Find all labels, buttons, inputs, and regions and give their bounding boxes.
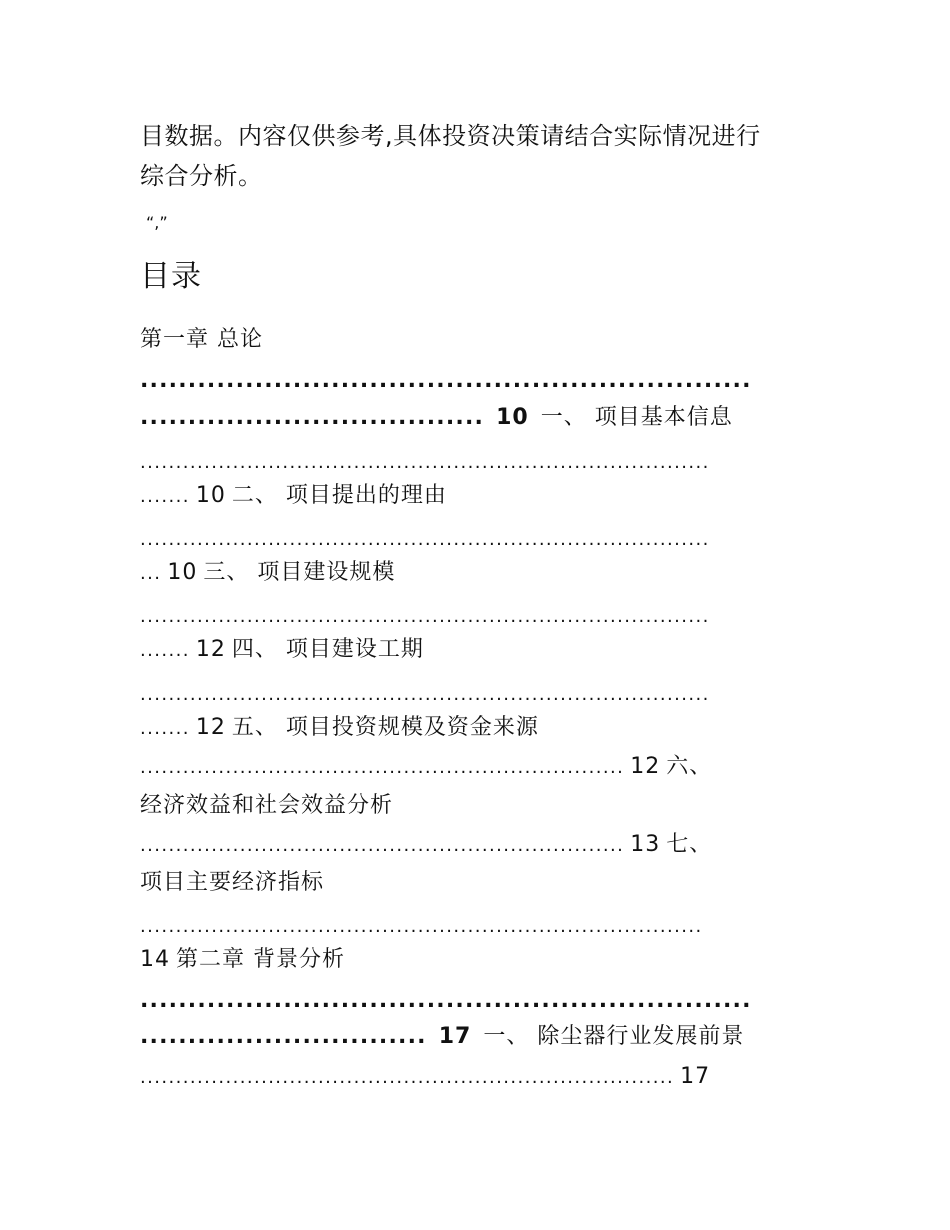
toc-entry-title: 一、 项目基本信息 [540,405,733,430]
toc-entry-title: 三、 项目建设规模 [203,560,396,585]
toc-page-number: 10 [496,405,529,430]
toc-dot-leader: ....... [140,640,190,661]
toc-dot-leader: ....... [140,486,190,507]
toc-entry-4 [140,635,424,666]
intro-text-line-2: 综合分析。 [140,162,263,190]
toc-entry-title: 一、 除尘器行业发展前景 [483,1024,745,1049]
toc-entry-2 [140,481,447,512]
toc-dot-leader: ................................................................ [140,988,752,1013]
toc-title: 目录 [140,259,202,294]
toc-entry-title: 四、 项目建设工期 [231,637,424,662]
toc-chapter-1: 第一章 总论 [140,327,263,352]
toc-entry-6-title: 经济效益和社会效益分析 [140,793,394,818]
toc-dot-leader: ................................................................................ [140,452,710,473]
toc-page-number: 12 [195,637,226,662]
toc-dot-leader: ................................................................ [140,368,752,393]
toc-entry-8 [140,1022,744,1052]
toc-page-number: 12 [630,754,661,779]
toc-chapter-title: 第二章 背景分析 [176,947,345,972]
toc-entry-title: 二、 项目提出的理由 [231,483,447,508]
toc-entry-3 [140,558,395,589]
toc-dot-leader: ................................................................................ [140,529,710,550]
toc-dot-leader: ... [140,563,162,584]
toc-page-number: 17 [680,1064,711,1089]
toc-page-number: 13 [630,832,661,857]
toc-page-number: 14 [140,947,170,972]
toc-entry-6-leader [140,752,712,783]
toc-entry-1 [140,403,733,433]
toc-entry-7-leader [140,830,712,861]
toc-dot-leader: ............................................................................... [140,916,703,937]
toc-dot-leader: ........................................................................... [140,1067,675,1088]
toc-entry-7-title: 项目主要经济指标 [140,870,325,895]
toc-dot-leader: .................................................................... [140,757,625,778]
toc-page-number: 10 [195,483,226,508]
toc-dot-leader: .............................. [140,1024,427,1049]
toc-dot-leader: .................................... [140,405,485,430]
toc-page-number: 17 [438,1024,472,1049]
toc-dot-leader: .................................................................... [140,835,625,856]
toc-entry-prefix: 七、 [666,832,713,857]
toc-page-number: 12 [195,715,226,740]
toc-entry-title: 五、 项目投资规模及资金来源 [231,715,539,740]
toc-dot-leader: ................................................................................ [140,606,710,627]
toc-entry-5 [140,713,539,744]
quote-marks: “,” [146,213,168,232]
toc-page-number: 10 [167,560,198,585]
toc-entry-8-leader [140,1062,710,1093]
intro-text-line-1: 目数据。内容仅供参考,具体投资决策请结合实际情况进行 [140,122,761,150]
toc-chapter-2 [140,945,345,975]
toc-entry-prefix: 六、 [666,754,713,779]
toc-dot-leader: ....... [140,718,190,739]
toc-dot-leader: ................................................................................ [140,684,710,705]
